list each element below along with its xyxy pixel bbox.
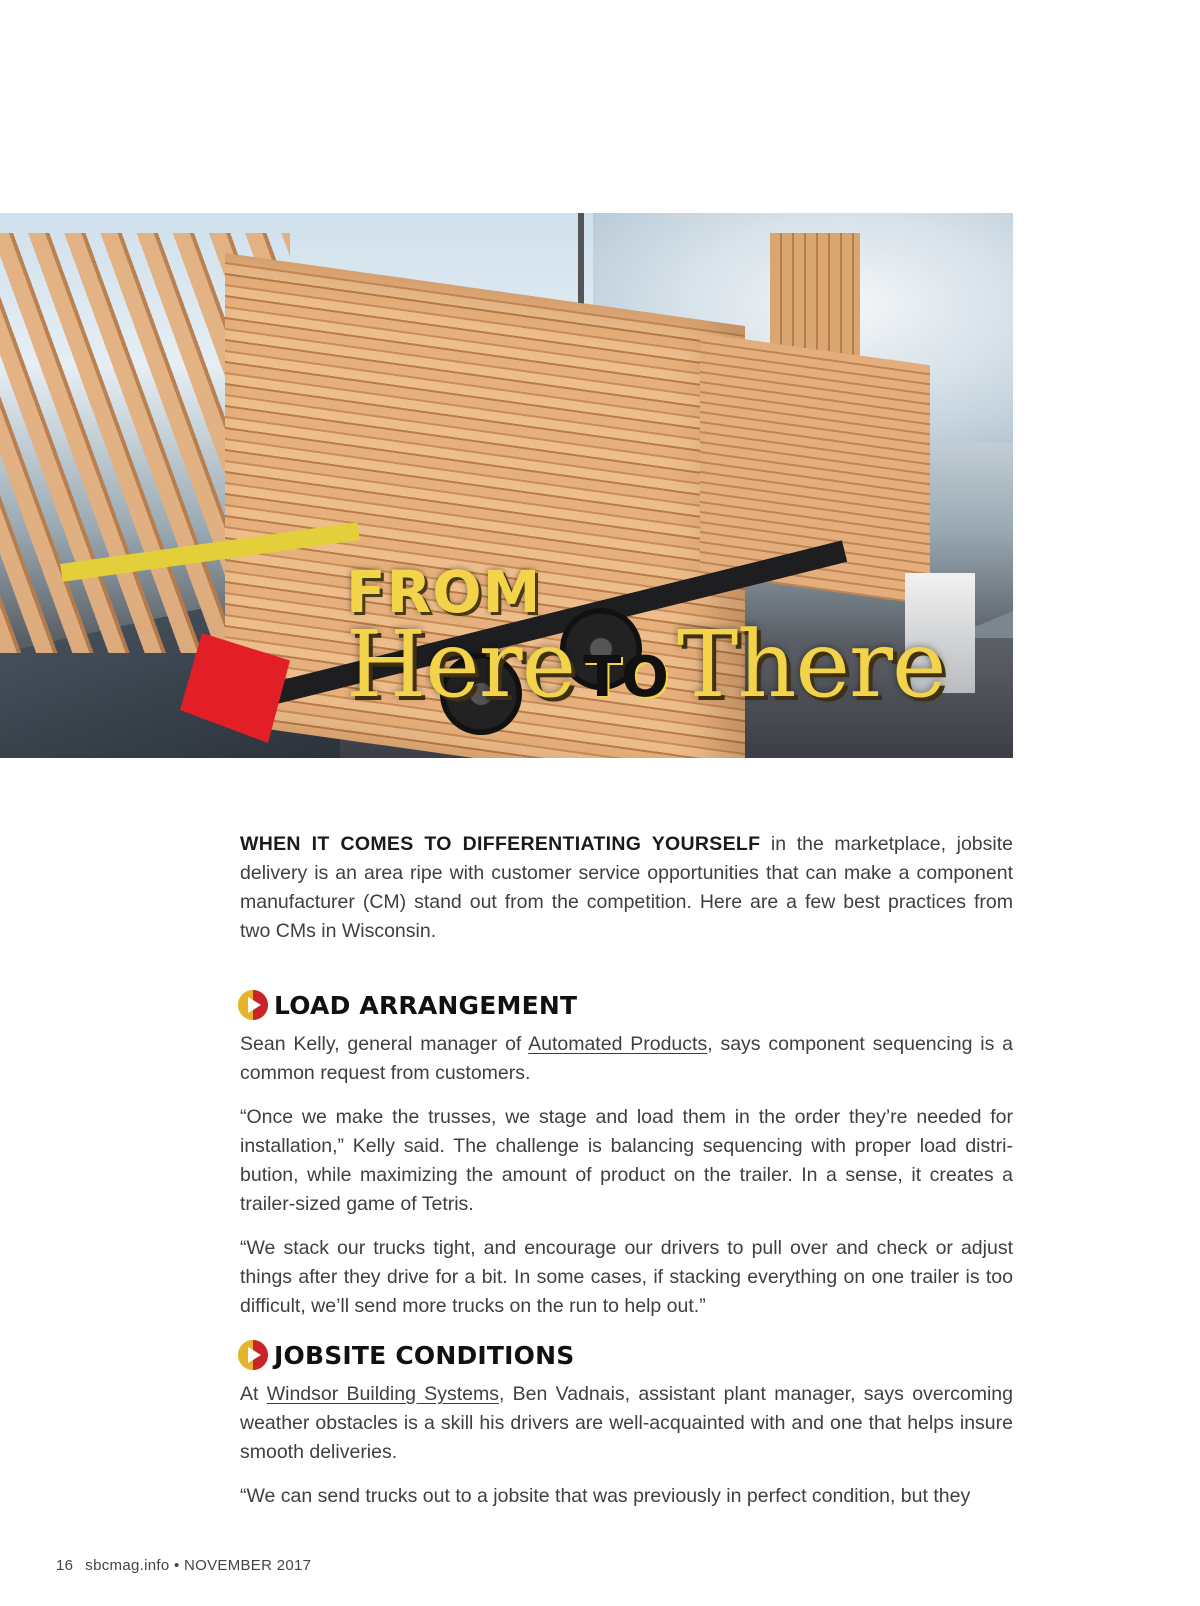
footer-separator: •: [173, 1557, 180, 1574]
text: , says component sequencing is a common request from customers.: [240, 1033, 1013, 1084]
intro-text: in the marketplace, jobsite delivery is an area ripe with customer service opportunities that can make a component manufacturer (CM) stand out from the competition. Here are a few best practices from two CMs in Wisconsin.: [240, 833, 1013, 942]
link-automated-products[interactable]: Automated Products: [528, 1033, 708, 1055]
paragraph: “Once we make the trusses, we stage and load them in the order they’re needed for installation,” Kelly said. The challenge is balancing sequencing with proper load distribution, while maximizing the amount of product on the trailer. In a sense, it creates a trailer-sized game of Tetris.: [240, 1106, 1013, 1215]
page-number: 16: [56, 1557, 74, 1574]
section-heading-text: JOBSITE CONDITIONS: [274, 1340, 575, 1370]
play-arrow-icon: [238, 1340, 268, 1370]
section-heading-text: LOAD ARRANGEMENT: [274, 990, 578, 1020]
headline: [346, 558, 946, 738]
paragraph: “We can send trucks out to a jobsite that was previously in perfect condition, but they: [240, 1485, 971, 1507]
section-body-load-arrangement: [240, 1030, 1013, 1336]
intro-paragraph: [240, 830, 1013, 961]
hero-photo: [0, 213, 1013, 758]
headline-there: There: [676, 611, 946, 718]
headline-line2: [346, 611, 946, 738]
text: Sean Kelly, general manager of: [240, 1033, 529, 1055]
section-heading-load-arrangement: [238, 990, 577, 1020]
text: At: [240, 1383, 267, 1405]
paragraph: [240, 1030, 1013, 1088]
headline-from: FROM: [346, 558, 542, 626]
paragraph: [240, 1380, 1013, 1467]
play-arrow-icon: [238, 990, 268, 1020]
footer-site: sbcmag.info: [85, 1557, 170, 1574]
headline-to: TO: [583, 645, 669, 710]
text: , Ben Vadnais, assistant plant manager, says overcoming weather obstacles is a skill his drivers are well-acquainted with and one that helps insure smooth deliveries.: [240, 1383, 1013, 1463]
footer-issue: NOVEMBER 2017: [183, 1557, 312, 1574]
intro-lead: WHEN IT COMES TO DIFFERENTIATING YOURSELF: [240, 833, 761, 855]
paragraph: “We stack our trucks tight, and encourage our drivers to pull over and check or adjust things after they drive for a bit. In some cases, if stacking everything on one trailer is too difficult, we’ll send more trucks on the run to help out.”: [240, 1237, 1013, 1317]
link-windsor-building-systems[interactable]: Windsor Building Systems: [266, 1383, 499, 1405]
section-heading-jobsite-conditions: [238, 1340, 574, 1370]
section-body-jobsite-conditions: [240, 1380, 1013, 1526]
headline-here: Here: [346, 611, 576, 718]
page-footer: [56, 1557, 311, 1574]
